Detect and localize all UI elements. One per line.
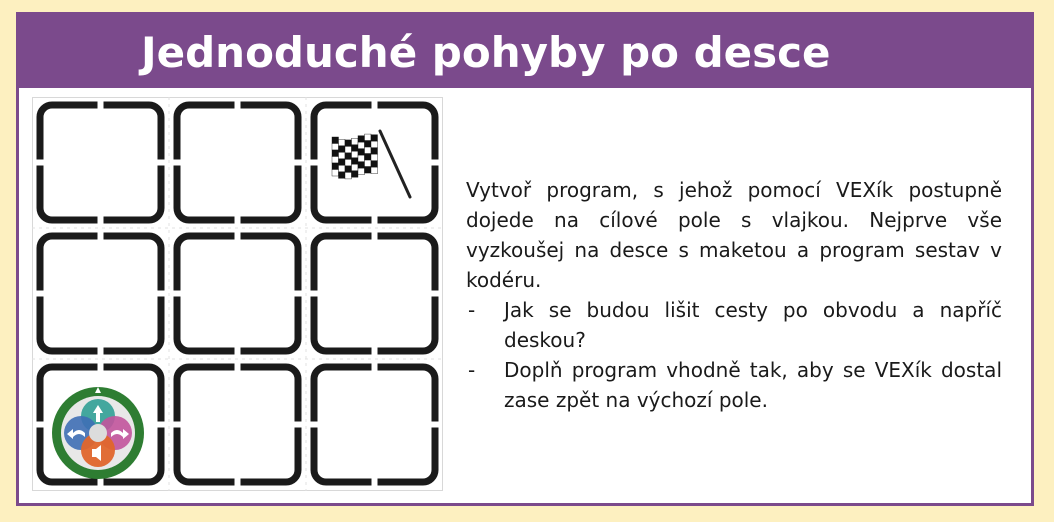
tile-notch (172, 422, 182, 428)
board-tile (314, 367, 435, 482)
flag-square (339, 139, 346, 146)
flag-square (339, 146, 346, 153)
tile-notch (98, 346, 104, 356)
flag-square (358, 136, 365, 143)
tile-notch (98, 362, 104, 372)
task-card (16, 12, 1034, 506)
flag-square (332, 170, 339, 177)
tile-notch (309, 160, 319, 166)
flag-square (332, 163, 339, 170)
tile-notch (35, 291, 45, 297)
flag-square (345, 153, 352, 160)
tile-notch (372, 231, 378, 241)
tile-notch (430, 160, 440, 166)
flag-square (352, 171, 359, 178)
tile-notch (156, 291, 166, 297)
tile-notch (235, 362, 241, 372)
tile-notch (172, 160, 182, 166)
flag-square (358, 149, 365, 156)
flag-square (365, 154, 372, 161)
flag-square (332, 137, 339, 144)
tile-notch (372, 477, 378, 487)
question-text: Jak se budou lišit cesty po obvodu a napříč deskou? (504, 298, 1002, 352)
task-intro: Vytvoř program, s jehož pomocí VEXík postupně dojede na cílové pole s vlajkou. Nejprve vše vyzkoušej na desce s maketou a program sestav v kodéru. (466, 178, 1002, 292)
tile-notch (372, 100, 378, 110)
board-tile (40, 105, 161, 220)
tile-notch (235, 231, 241, 241)
flag-square (358, 168, 365, 175)
tile-notch (430, 291, 440, 297)
board-tile (177, 367, 298, 482)
tile-notch (235, 215, 241, 225)
flag-square (358, 142, 365, 149)
tile-notch (98, 100, 104, 110)
tile-notch (309, 422, 319, 428)
tile-notch (98, 231, 104, 241)
flag-square (339, 159, 346, 166)
tile-notch (430, 422, 440, 428)
board-tile (40, 236, 161, 351)
flag-square (345, 172, 352, 179)
page-title: Jednoduché pohyby po desce (141, 28, 831, 77)
question-text: Doplň program vhodně tak, aby se VEXík dostal zase zpět na výchozí pole. (504, 358, 1002, 412)
flag-square (352, 151, 359, 158)
tile-notch (156, 160, 166, 166)
flag-square (365, 134, 372, 141)
tile-notch (156, 422, 166, 428)
flag-square (365, 147, 372, 154)
board-tile (177, 236, 298, 351)
task-questions (466, 295, 1002, 415)
bullet-marker: - (468, 358, 476, 382)
question-item (466, 295, 1002, 355)
tile-notch (235, 100, 241, 110)
question-item (466, 355, 1002, 415)
flag-square (345, 140, 352, 147)
flag-square (352, 158, 359, 165)
tile-notch (172, 291, 182, 297)
flag-square (332, 150, 339, 157)
board-tile (177, 105, 298, 220)
flag-square (332, 157, 339, 164)
flag-square (339, 165, 346, 172)
robot-controller-icon (52, 387, 144, 479)
flag-square (352, 138, 359, 145)
tile-notch (293, 422, 303, 428)
flag-square (332, 144, 339, 151)
flag-square (345, 166, 352, 173)
flag-square (352, 164, 359, 171)
flag-square (365, 167, 372, 174)
tile-notch (372, 346, 378, 356)
tile-notch (98, 215, 104, 225)
tile-notch (35, 422, 45, 428)
tile-notch (235, 477, 241, 487)
game-board (32, 97, 443, 491)
tile-notch (372, 215, 378, 225)
flag-square (358, 155, 365, 162)
flag-square (358, 162, 365, 169)
task-text (466, 175, 1002, 415)
flag-square (371, 135, 378, 142)
flag-square (371, 161, 378, 168)
flag-square (371, 167, 378, 174)
flag-square (339, 172, 346, 179)
flag-square (339, 152, 346, 159)
header-bar (19, 15, 1031, 88)
flag-square (371, 148, 378, 155)
tile-notch (293, 160, 303, 166)
flag-square (352, 145, 359, 152)
tile-notch (372, 362, 378, 372)
board-tile (314, 236, 435, 351)
flag-square (371, 154, 378, 161)
flag-square (345, 159, 352, 166)
flag-square (365, 160, 372, 167)
bullet-marker: - (468, 298, 476, 322)
flag-square (365, 141, 372, 148)
flag-square (371, 141, 378, 148)
tile-notch (235, 346, 241, 356)
tile-notch (35, 160, 45, 166)
tile-notch (309, 291, 319, 297)
tile-notch (293, 291, 303, 297)
flag-square (345, 146, 352, 153)
